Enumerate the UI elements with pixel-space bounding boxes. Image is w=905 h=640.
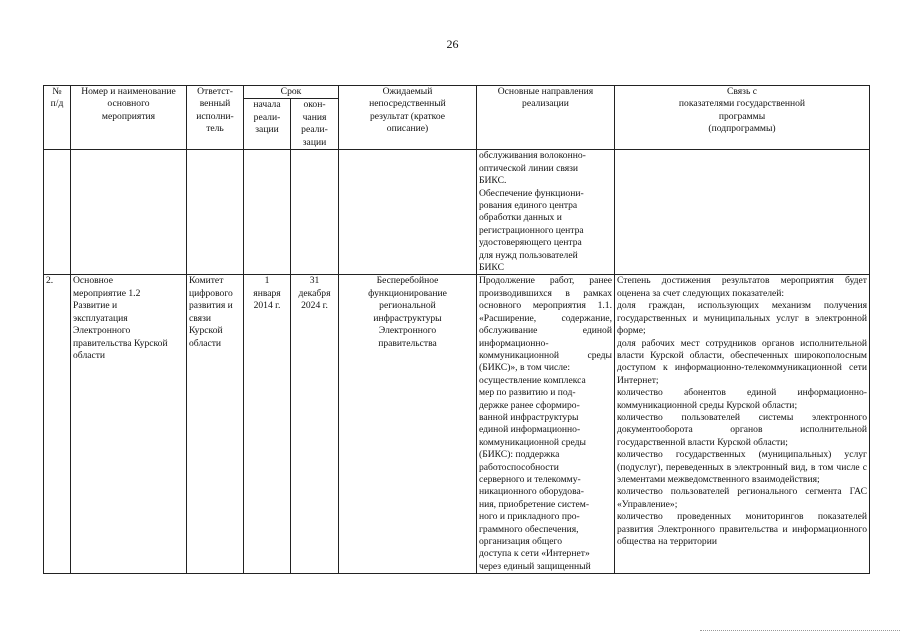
link-item: количество абонентов единой информационно-коммуникационной среды Курской области;	[617, 387, 867, 411]
row-link	[615, 275, 870, 574]
row-expected: Бесперебойное функционирование региональной инфраструктуры Электронного правительства	[339, 275, 477, 574]
table-row	[44, 275, 870, 574]
link-item: количество государственных (муниципальных) услуг (подуслуг), переведенных в электронный вид, в том числе с элементами межведомственного взаимодействия;	[617, 449, 867, 485]
continuation-expected	[339, 150, 477, 275]
row-num: 2.	[44, 275, 71, 574]
row-responsible: Комитет цифрового развития и связи Курской области	[187, 275, 244, 574]
link-item: количество пользователей системы электронного документооборота органов исполнительной государственной власти Курской области;	[617, 411, 867, 448]
link-item: Степень достижения результатов мероприятия будет оценена за счет следующих показателей:	[617, 275, 867, 299]
header-row	[44, 86, 870, 99]
continuation-row	[44, 150, 870, 275]
header-end: окон- чания реали- зации	[291, 99, 339, 150]
continuation-name	[71, 150, 187, 275]
continuation-directions: обслуживания волоконно- оптической линии связи БИКС. Обеспечение функциони- рования единого центра обработки данных и регистрационного центра удостоверяющего центра для нужд пользователей БИКС	[477, 150, 615, 275]
header-num: № п/д	[44, 86, 71, 150]
row-start: 1 января 2014 г.	[244, 275, 291, 574]
measures-table	[43, 85, 870, 574]
directions-details: осуществление комплекса мер по развитию и под- держке ранее сформиро- ванной инфраструктуры единой информационно- коммуникационной среды (БИКС): поддержка работоспособности серверного и телекомму- никационного оборудова- ния, приобретение систем- ного и прикладного про- граммного обеспечения, организация общего доступа к сети «Интернет» через единый защищенный	[479, 374, 591, 572]
header-term: Срок	[244, 86, 339, 99]
continuation-end	[291, 150, 339, 275]
header-expected: Ожидаемый непосредственный результат (краткое описание)	[339, 86, 477, 150]
link-item: количество проведенных мониторингов показателей развития Электронного правительства и информационного общества на территории	[617, 511, 867, 547]
header-responsible: Ответст- венный исполни- тель	[187, 86, 244, 150]
link-item: количество пользователей регионального сегмента ГАС «Управление»;	[617, 486, 867, 510]
row-end: 31 декабря 2024 г.	[291, 275, 339, 574]
row-directions	[477, 275, 615, 574]
continuation-start	[244, 150, 291, 275]
continuation-responsible	[187, 150, 244, 275]
header-start: начала реали- зации	[244, 99, 291, 150]
link-item: доля рабочих мест сотрудников органов исполнительной власти Курской области, обеспеченных широкополосным доступом к информационно-телекоммуникационной сети Интернет;	[617, 337, 867, 386]
header-name: Номер и наименование основного мероприятия	[71, 86, 187, 150]
row-name: Основное мероприятие 1.2 Развитие и эксплуатация Электронного правительства Курской области	[71, 275, 187, 574]
directions-intro: Продолжение работ, ранее производившихся в рамках основного мероприятия 1.1. «Расширение, содержание, обслуживание единой информационно-коммуникационной среды (БИКС)», в том числе:	[479, 275, 612, 374]
header-directions: Основные направления реализации	[477, 86, 615, 150]
continuation-num	[44, 150, 71, 275]
link-item: доля граждан, использующих механизм получения государственных и муниципальных услуг в электронной форме;	[617, 300, 867, 337]
header-link: Связь с показателями государственной программы (подпрограммы)	[615, 86, 870, 150]
page-number: 26	[446, 37, 459, 51]
scan-artifact-line	[700, 630, 900, 637]
continuation-link	[615, 150, 870, 275]
